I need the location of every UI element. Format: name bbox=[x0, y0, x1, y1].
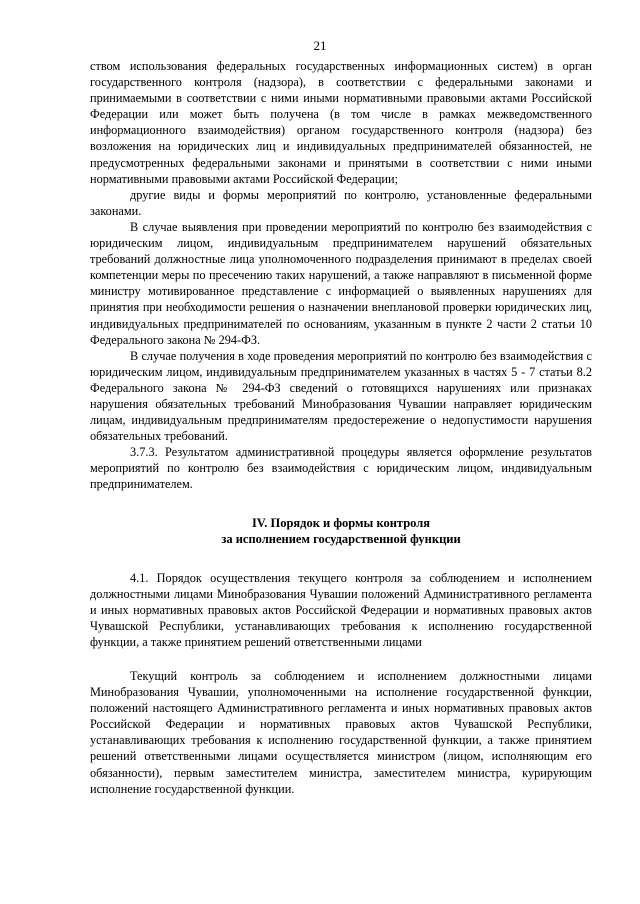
section-heading-line-2: за исполнением государственной функции bbox=[221, 532, 461, 547]
paragraph-continuation: ством использования федеральных государственных информационных систем) в орган государственного контроля (надзора), в соответствии с федеральными законами и принимаемыми в соответствии с ними иными нормативными правовыми актами Российской Федерации или может быть получена (в том числе в рамках межведомственного информационного взаимодействия) органом государственного контроля (надзора) без возложения на юридических лиц и индивидуальных предпринимателей обязанностей, не предусмотренных федеральными законами и принятыми в соответствии с ними иными нормативными правовыми актами Российской Федерации; bbox=[90, 59, 592, 186]
paragraph-4-1: 4.1. Порядок осуществления текущего контроля за соблюдением и исполнением должностными лицами Минобразования Чувашии положений Административного регламента и иных нормативных правовых актов Российской Федерации и нормативных правовых актов Чувашской Республики, устанавливающих требования к исполнению государственной функции, а также принятием решений ответственными лицами bbox=[90, 570, 592, 649]
paragraph-gap bbox=[90, 650, 592, 668]
paragraph-warning: В случае получения в ходе проведения мероприятий по контролю без взаимодействия с юридическим лицом, индивидуальным предпринимателем указанных в частях 5 - 7 статьи 8.2 Федерального закона № 294-ФЗ сведений о готовящихся нарушениях или признаках нарушения обязательных требований Минобразования Чувашии направляет юридическим лицам, индивидуальным предпринимателям предостережение о недопустимости нарушения обязательных требований. bbox=[90, 348, 592, 444]
paragraph-other-forms: другие виды и формы мероприятий по контролю, установленные федеральными законами. bbox=[90, 187, 592, 218]
paragraph-3-7-3: 3.7.3. Результатом административной процедуры является оформление результатов мероприятий по контролю без взаимодействия с юридическим лицом, индивидуальным предпринимателем. bbox=[90, 445, 592, 492]
paragraph-violations-detected: В случае выявления при проведении мероприятий по контролю без взаимодействия с юридическим лицом, индивидуальным предпринимателем нарушений обязательных требований должностные лица уполномоченного подразделения принимают в пределах своей компетенции меры по пресечению таких нарушений, а также направляют в письменной форме министру мотивированное представление с информацией о выявленных нарушениях для принятия при необходимости решения о назначении внеплановой проверки юридических лиц, индивидуальных предпринимателей по основаниям, указанным в пункте 2 части 2 статьи 10 Федерального закона № 294-ФЗ. bbox=[90, 219, 592, 347]
paragraph-current-control: Текущий контроль за соблюдением и исполнением должностными лицами Минобразования Чувашии, уполномоченными на исполнение государственной функции, положений настоящего Административного регламента и иных нормативных правовых актов Российской Федерации и нормативных правовых актов Чувашской Республики, устанавливающих требования к исполнению государственной функции, а также принятием решений ответственными лицами осуществляется министром (лицом, исполняющим его обязанности), первым заместителем министра, заместителем министра, курирующим исполнение государственной функции. bbox=[90, 669, 592, 796]
section-heading-line-1: IV. Порядок и формы контроля bbox=[251, 515, 431, 530]
page-number: 21 bbox=[313, 38, 327, 53]
document-body bbox=[90, 58, 592, 797]
section-heading bbox=[90, 515, 592, 548]
